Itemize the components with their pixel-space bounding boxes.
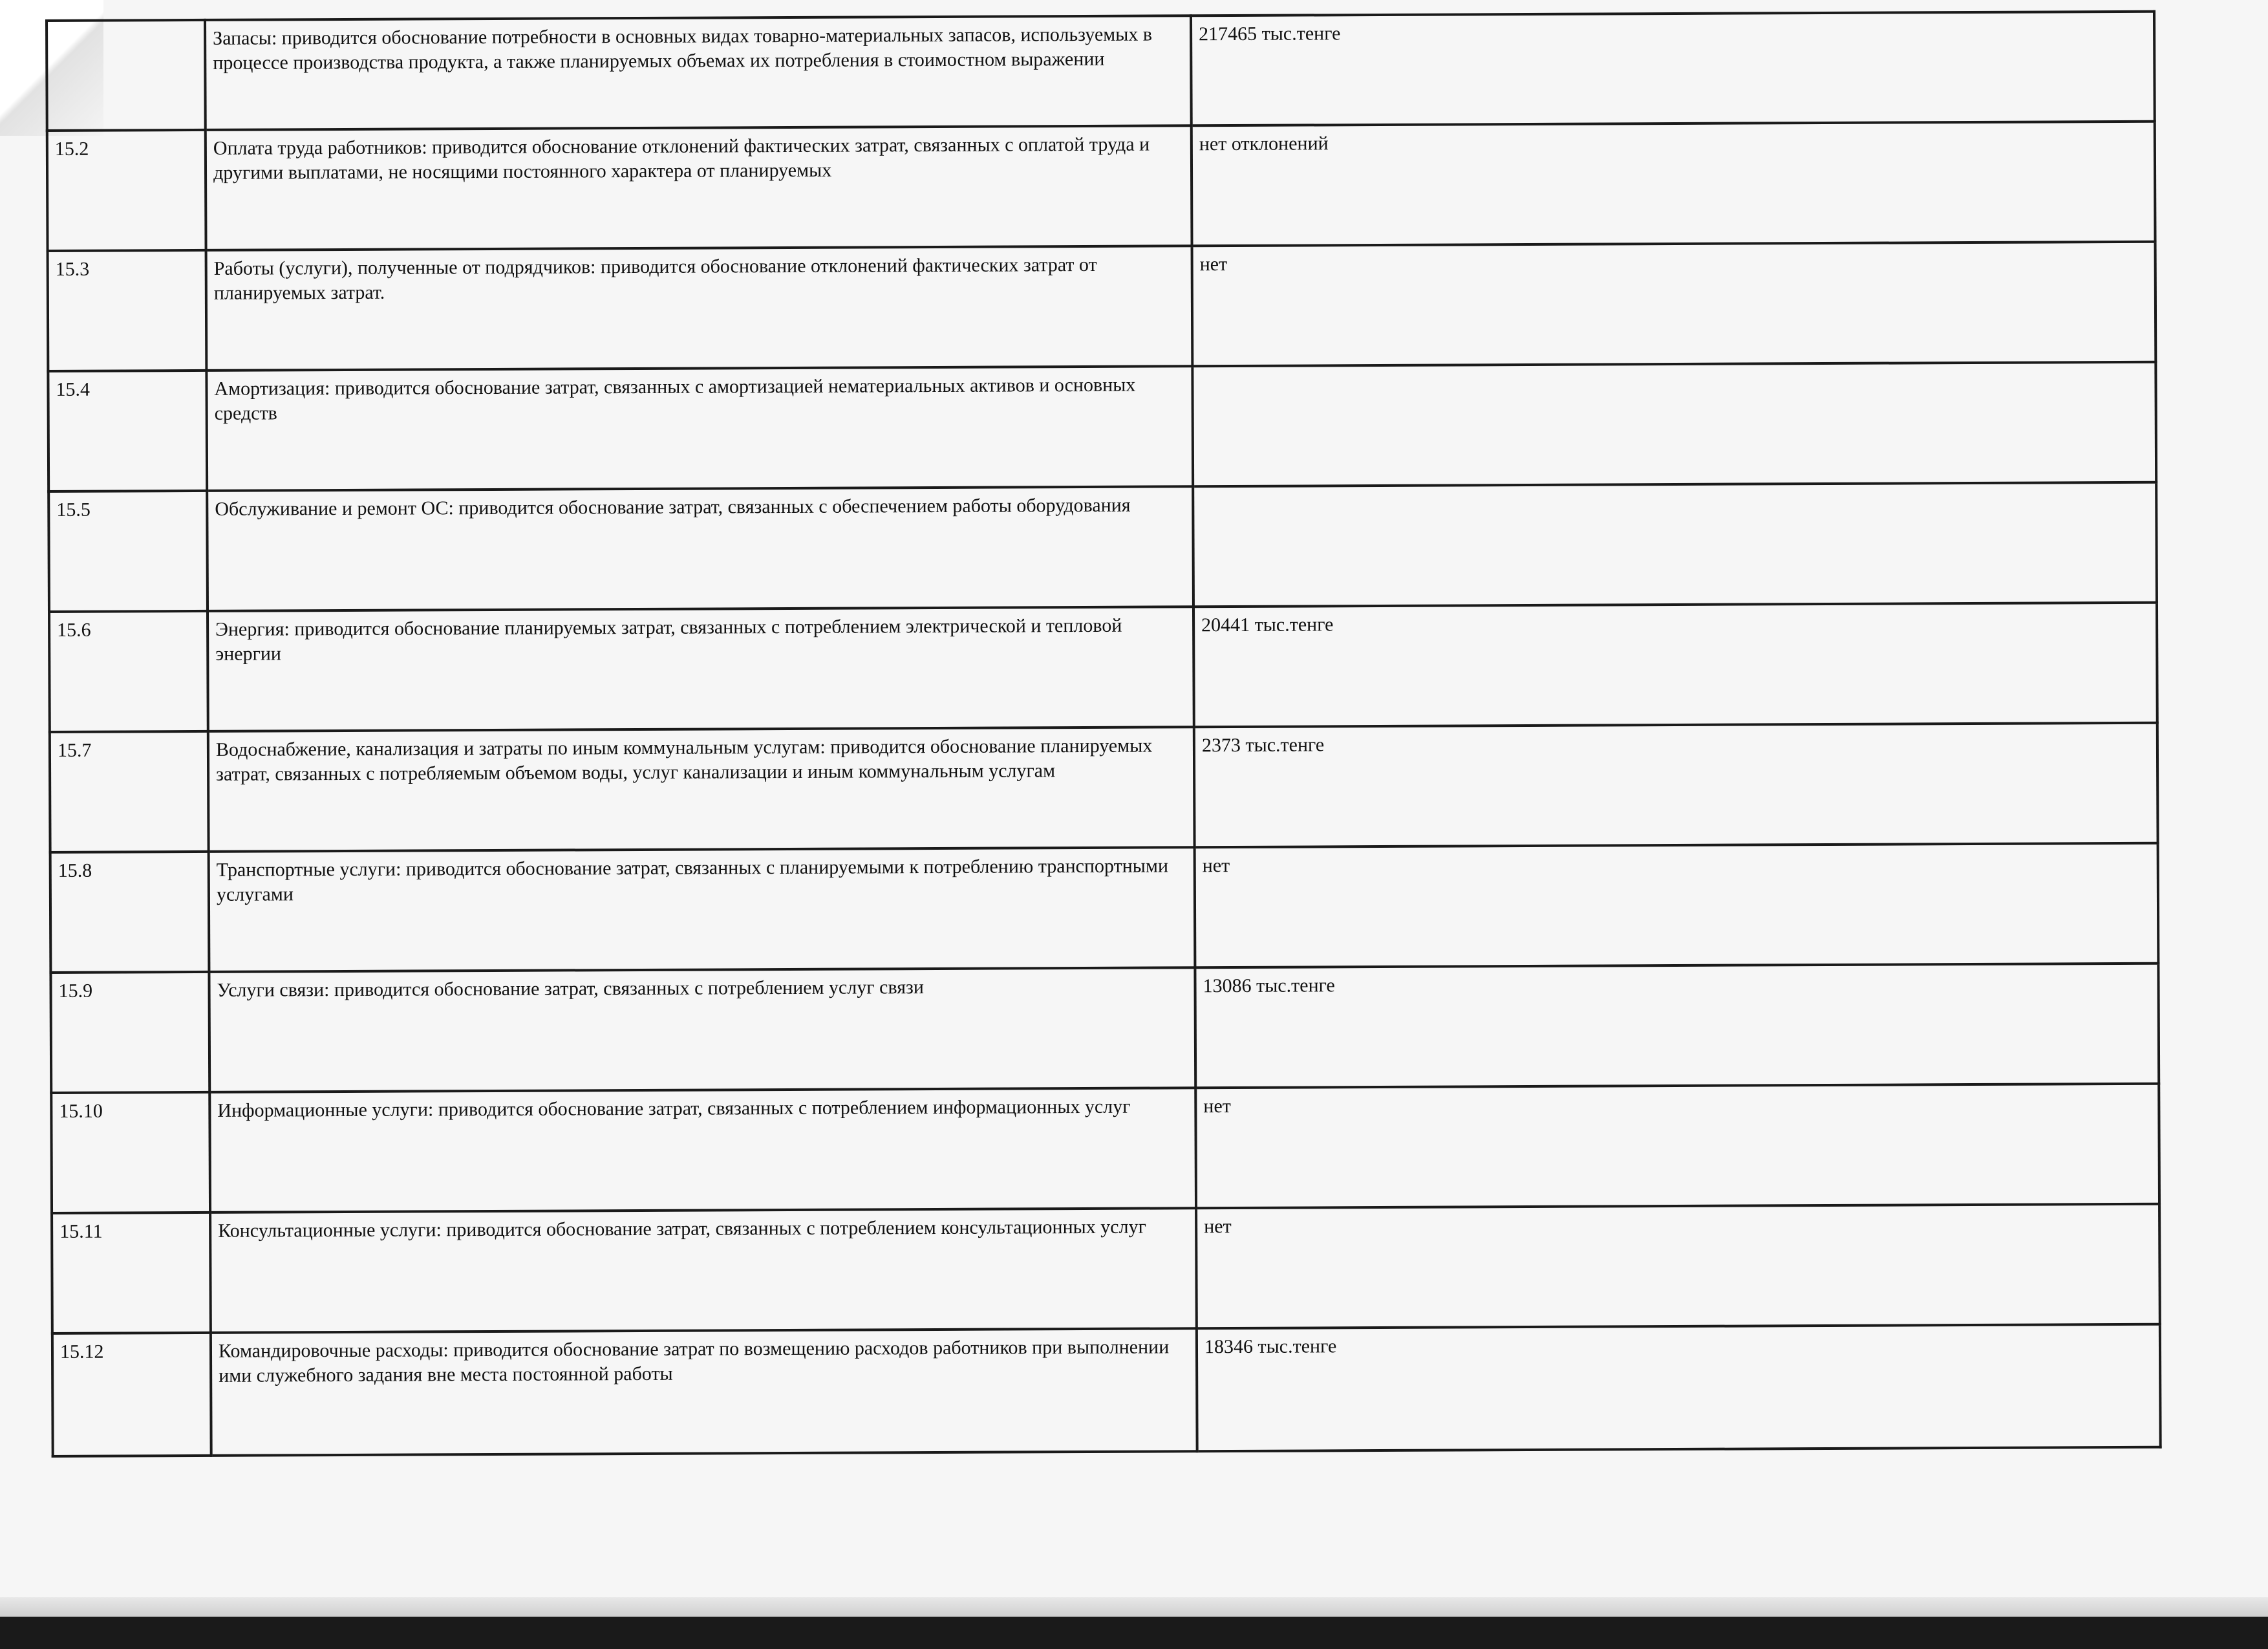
page-bottom-edge bbox=[0, 1597, 2268, 1617]
table-row bbox=[47, 12, 2155, 131]
row-number: 15.6 bbox=[49, 611, 208, 732]
row-number: 15.2 bbox=[47, 130, 206, 251]
expense-justification-table bbox=[45, 10, 2162, 1458]
row-description: Амортизация: приводится обоснование затрат, связанных с амортизацией нематериальных активов и основных средств bbox=[206, 366, 1193, 491]
row-description: Водоснабжение, канализация и затраты по иным коммунальным услугам: приводится обоснование планируемых затрат, связанных с потребляемым объемом воды, услуг канализации и иным коммунальным услугам bbox=[208, 727, 1195, 852]
table-row bbox=[51, 1084, 2159, 1213]
row-number: 15.4 bbox=[48, 371, 207, 491]
row-number bbox=[47, 20, 206, 131]
row-value bbox=[1193, 482, 2157, 607]
row-description: Услуги связи: приводится обоснование затрат, связанных с потреблением услуг связи bbox=[209, 967, 1195, 1092]
row-value: нет bbox=[1195, 843, 2159, 967]
table-row bbox=[49, 603, 2157, 732]
row-value: 20441 тыс.тенге bbox=[1193, 603, 2157, 727]
row-number: 15.8 bbox=[50, 852, 209, 973]
row-number: 15.7 bbox=[50, 731, 209, 852]
row-description: Оплата труда работников: приводится обоснование отклонений фактических затрат, связанных с оплатой труда и другими выплатами, не носящими постоянного характера от планируемых bbox=[206, 125, 1192, 250]
row-description: Энергия: приводится обоснование планируемых затрат, связанных с потреблением электрической и тепловой энергии bbox=[208, 607, 1194, 731]
row-description: Консультационные услуги: приводится обоснование затрат, связанных с потреблением консультационных услуг bbox=[210, 1208, 1197, 1333]
row-number: 15.12 bbox=[52, 1333, 211, 1456]
table-row bbox=[50, 843, 2159, 973]
table-row bbox=[47, 122, 2156, 251]
row-value: нет bbox=[1195, 1084, 2159, 1208]
table-row bbox=[48, 362, 2156, 491]
row-value: 217465 тыс.тенге bbox=[1191, 12, 2155, 125]
row-value: нет отклонений bbox=[1192, 122, 2156, 246]
table-row bbox=[48, 482, 2157, 612]
row-number: 15.10 bbox=[51, 1092, 210, 1213]
row-value: нет bbox=[1192, 242, 2156, 366]
row-value: 18346 тыс.тенге bbox=[1197, 1324, 2161, 1451]
row-value: нет bbox=[1196, 1204, 2160, 1328]
row-value bbox=[1192, 362, 2156, 486]
table-row bbox=[48, 242, 2156, 371]
row-description: Информационные услуги: приводится обоснование затрат, связанных с потреблением информационных услуг bbox=[209, 1088, 1196, 1212]
row-description: Работы (услуги), полученные от подрядчиков: приводится обоснование отклонений фактических затрат от планируемых затрат. bbox=[206, 246, 1193, 371]
row-description: Командировочные расходы: приводится обоснование затрат по возмещению расходов работников при выполнении ими служебного задания вне места постоянной работы bbox=[211, 1328, 1197, 1456]
row-number: 15.11 bbox=[52, 1212, 211, 1333]
row-description: Запасы: приводится обоснование потребности в основных видах товарно-материальных запасов, используемых в процессе производства продукта, а также планируемых объемах их потребления в стоимостном выражении bbox=[205, 16, 1192, 130]
row-description: Обслуживание и ремонт ОС: приводится обоснование затрат, связанных с обеспечением работы оборудования bbox=[207, 486, 1193, 611]
table-row bbox=[52, 1324, 2161, 1456]
table-row bbox=[52, 1204, 2160, 1333]
row-value: 2373 тыс.тенге bbox=[1194, 723, 2158, 847]
table-row bbox=[50, 723, 2158, 852]
scanner-background-strip bbox=[0, 1617, 2268, 1649]
row-number: 15.3 bbox=[48, 250, 207, 371]
row-description: Транспортные услуги: приводится обоснование затрат, связанных с планируемыми к потреблению транспортными услугами bbox=[209, 847, 1195, 972]
table-row bbox=[50, 964, 2159, 1093]
row-number: 15.5 bbox=[48, 491, 208, 612]
row-value: 13086 тыс.тенге bbox=[1195, 964, 2159, 1088]
row-number: 15.9 bbox=[50, 972, 209, 1093]
